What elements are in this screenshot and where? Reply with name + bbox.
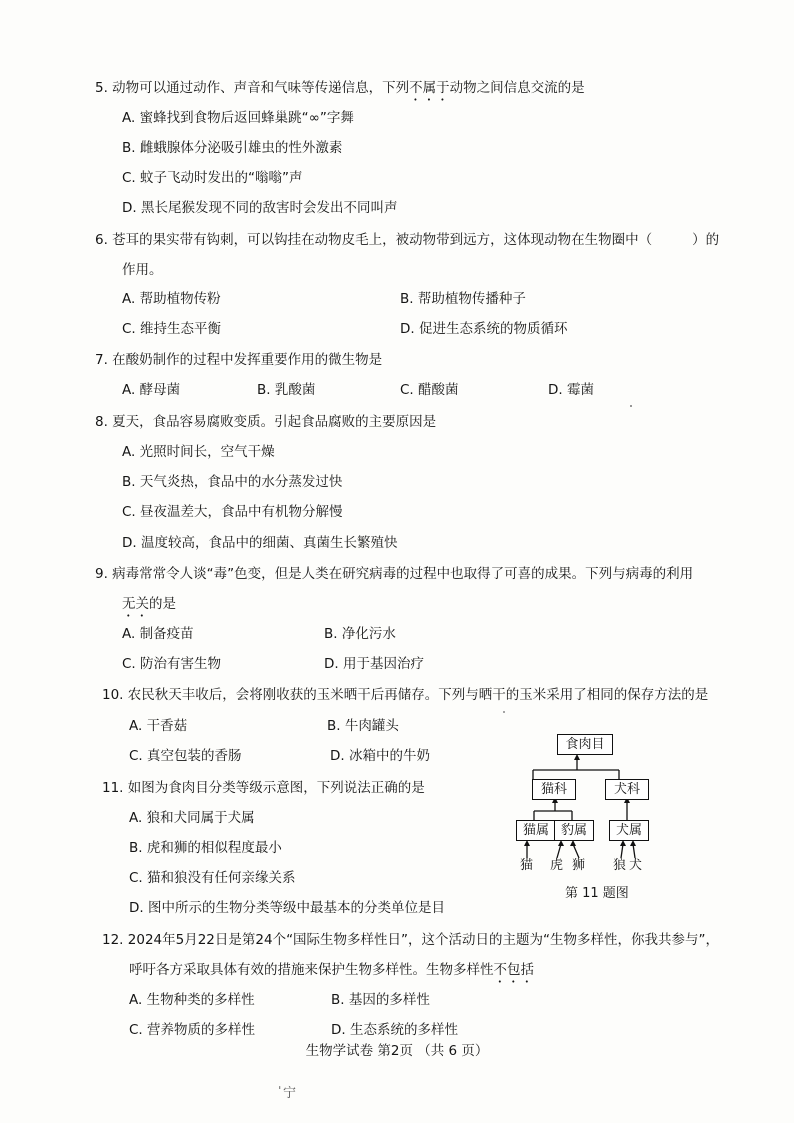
q12-stem: 12. 2024年5月22日是第24个“国际生物多样性日”，这个活动日的主题为“生物多样性，你我共参与”， (102, 932, 720, 948)
q10-option-c: C. 真空包装的香肠 (129, 748, 242, 764)
q7-stem: 7. 在酸奶制作的过程中发挥重要作用的微生物是 (95, 352, 383, 368)
q9-stem-line2: 无关的是 (122, 596, 176, 612)
q10-option-d: D. 冰箱中的牛奶 (330, 748, 430, 764)
q6-option-a: A. 帮助植物传粉 (122, 291, 221, 307)
q10-stem: 10. 农民秋天丰收后，会将刚收获的玉米晒干后再储存。下列与晒干的玉米采用了相同的保存方法的是 (102, 687, 709, 703)
q10-option-a: A. 干香菇 (129, 718, 188, 734)
q6-option-c: C. 维持生态平衡 (122, 321, 222, 337)
q5-stem: 5. 动物可以通过动作、声音和气味等传递信息，下列不属于动物之间信息交流的是 (95, 80, 585, 96)
q9-option-a: A. 制备疫苗 (122, 626, 194, 642)
q8-option-b: B. 天气炎热，食品中的水分蒸发过快 (122, 474, 343, 490)
q12-option-c: C. 营养物质的多样性 (129, 1022, 256, 1038)
q11-option-d: D. 图中所示的生物分类等级中最基本的分类单位是目 (129, 900, 445, 916)
node-order-carnivora: 食肉目 (557, 734, 613, 755)
q8-option-a: A. 光照时间长，空气干燥 (122, 444, 275, 460)
q6-stem-line2: 作用。 (122, 262, 163, 278)
q9-option-c: C. 防治有害生物 (122, 656, 222, 672)
q11-option-a: A. 狼和犬同属于犬属 (129, 810, 255, 826)
animal-tiger: 虎 (550, 858, 564, 873)
page-footer: 生物学试卷 第2页 （共 6 页） (305, 1043, 489, 1059)
q6-option-b: B. 帮助植物传播种子 (400, 291, 526, 307)
q11-option-c: C. 猫和狼没有任何亲缘关系 (129, 870, 296, 886)
q11-stem: 11. 如图为食肉目分类等级示意图，下列说法正确的是 (102, 780, 425, 796)
q9-option-b: B. 净化污水 (324, 626, 396, 642)
q5-option-a: A. 蜜蜂找到食物后返回蜂巢跳“∞”字舞 (122, 110, 354, 126)
animal-lion: 狮 (572, 858, 586, 873)
animal-dog: 犬 (629, 858, 643, 873)
node-genus-panthera: 豹属 (554, 820, 594, 841)
taxonomy-diagram (505, 732, 675, 882)
q12-option-a: A. 生物种类的多样性 (129, 992, 255, 1008)
scan-speck (503, 711, 505, 713)
stray-mark: ̍宁 (283, 1086, 297, 1101)
q8-stem: 8. 夏天，食品容易腐败变质。引起食品腐败的主要原因是 (95, 414, 437, 430)
node-family-felidae: 猫科 (532, 779, 576, 800)
q11-option-b: B. 虎和狮的相似程度最小 (129, 840, 282, 856)
q12-option-d: D. 生态系统的多样性 (331, 1022, 458, 1038)
q6-option-d: D. 促进生态系统的物质循环 (400, 321, 568, 337)
q10-option-b: B. 牛肉罐头 (327, 718, 399, 734)
q9-stem: 9. 病毒常常令人谈“毒”色变，但是人类在研究病毒的过程中也取得了可喜的成果。下列与病毒的利用 (95, 566, 694, 582)
q7-option-d: D. 霉菌 (548, 382, 594, 398)
q7-option-a: A. 酵母菌 (122, 382, 181, 398)
node-family-canidae: 犬科 (605, 779, 649, 800)
q8-option-c: C. 昼夜温差大，食品中有机物分解慢 (122, 504, 343, 520)
node-genus-canis: 犬属 (609, 820, 649, 841)
q5-option-b: B. 雌蛾腺体分泌吸引雄虫的性外激素 (122, 140, 343, 156)
q12-option-b: B. 基因的多样性 (331, 992, 430, 1008)
q8-option-d: D. 温度较高，食品中的细菌、真菌生长繁殖快 (122, 535, 398, 551)
q5-option-d: D. 黑长尾猴发现不同的敌害时会发出不同叫声 (122, 200, 398, 216)
node-genus-felis: 猫属 (516, 820, 556, 841)
q9-option-d: D. 用于基因治疗 (324, 656, 424, 672)
q12-stem-line2: 呼吁各方采取具体有效的措施来保护生物多样性。生物多样性不包括 (129, 962, 534, 978)
q7-option-c: C. 醋酸菌 (400, 382, 459, 398)
q5-option-c: C. 蚊子飞动时发出的“嗡嗡”声 (122, 170, 303, 186)
animal-wolf: 狼 (613, 858, 627, 873)
diagram-caption: 第 11 题图 (565, 886, 629, 901)
q7-option-b: B. 乳酸菌 (257, 382, 316, 398)
q6-stem: 6. 苍耳的果实带有钩刺，可以钩挂在动物皮毛上，被动物带到远方，这体现动物在生物圈中（ ）的 (95, 232, 720, 248)
scan-speck (630, 405, 632, 407)
animal-cat: 猫 (520, 858, 534, 873)
